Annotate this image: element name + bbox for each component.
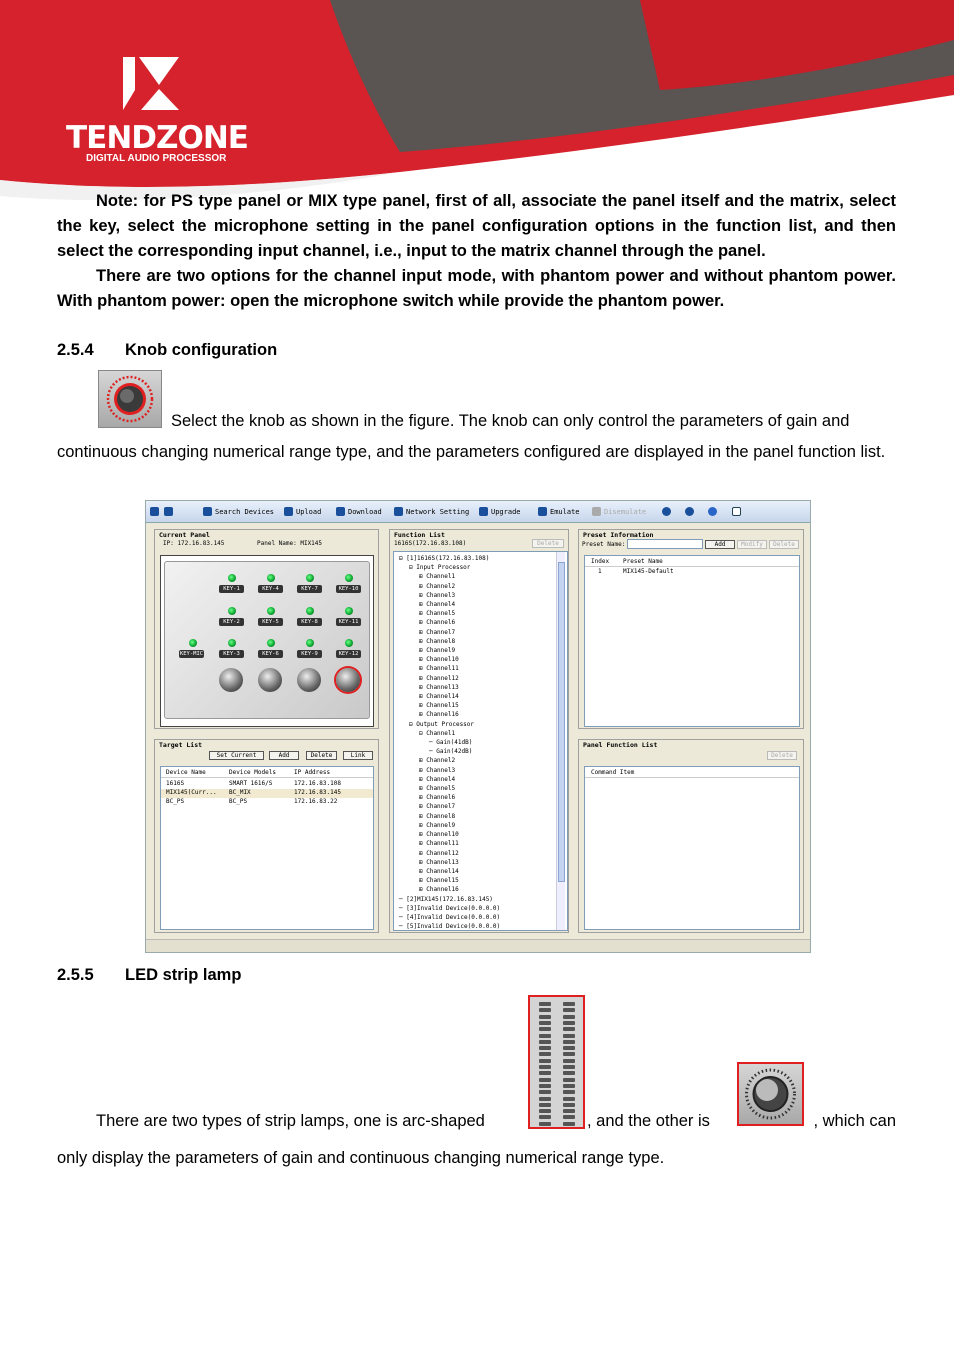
table-row[interactable]: BC_PS BC_PS 172.16.83.22: [166, 798, 338, 805]
command-table: [584, 766, 800, 930]
section-heading-knob: [57, 341, 277, 360]
current-panel-title: Current Panel: [159, 531, 210, 539]
led-segment: [539, 1090, 551, 1094]
led-segment: [539, 1084, 551, 1088]
key-button[interactable]: KEY-5: [258, 618, 283, 626]
led-segment: [563, 1071, 575, 1075]
led-segment: [539, 1109, 551, 1113]
tree-node[interactable]: ⊞ Channel10: [419, 831, 459, 839]
network-icon: [394, 507, 403, 516]
panel-knob[interactable]: [219, 668, 243, 692]
section-title: LED strip lamp: [125, 966, 242, 984]
led-paragraph-part-c: , which can: [813, 1112, 896, 1130]
led-segment: [563, 1109, 575, 1113]
toolbar-emulate[interactable]: Emulate: [538, 507, 580, 516]
toolbar: [146, 501, 810, 523]
led-segment: [539, 1002, 551, 1006]
led-segment: [539, 1027, 551, 1031]
led-segment: [539, 1046, 551, 1050]
note-paragraph: Note: for PS type panel or MIX type panel, first of all, associate the panel itself and the matrix, select the key, select the microphone setting in the panel configuration options in the function list, and then select the corresponding input channel, i.e., input to the matrix channel through the panel.: [57, 192, 896, 260]
toolbar-download[interactable]: Download: [336, 507, 382, 516]
tree-node[interactable]: ⊞ Channel11: [419, 665, 459, 673]
led-segment: [563, 1034, 575, 1038]
tree-node[interactable]: ⊞ Channel16: [419, 711, 459, 719]
panel-knob-selected[interactable]: [336, 668, 360, 692]
exit-icon[interactable]: [732, 507, 744, 516]
led-segment: [563, 1065, 575, 1069]
column-header: Device Name: [166, 769, 206, 776]
led-segment: [563, 1040, 575, 1044]
tree-node[interactable]: ⊞ Channel13: [419, 858, 459, 866]
tree-node[interactable]: ─ Gain(41dB): [429, 739, 473, 747]
cn-language-icon[interactable]: [662, 507, 674, 516]
tree-node[interactable]: ⊞ Channel10: [419, 656, 459, 664]
add-button[interactable]: Add: [269, 751, 299, 760]
open-folder-icon[interactable]: [150, 507, 162, 516]
toolbar-network-setting[interactable]: Network Setting: [394, 507, 469, 516]
tree-node[interactable]: ⊞ Channel6: [419, 794, 456, 802]
led-segment: [563, 1090, 575, 1094]
emulate-icon: [538, 507, 547, 516]
led-segment: [563, 1002, 575, 1006]
key-button[interactable]: KEY-10: [336, 585, 361, 593]
page-header: [0, 0, 954, 200]
tree-node[interactable]: ⊟ Input Processor: [409, 564, 471, 572]
function-tree: [393, 551, 568, 931]
tree-node[interactable]: ─ [4]Invalid Device(0.0.0.0): [399, 913, 501, 921]
tree-node[interactable]: ─ [2]MIX145(172.16.83.145): [399, 895, 493, 903]
tree-node[interactable]: ⊞ Channel8: [419, 812, 456, 820]
save-icon[interactable]: [164, 507, 176, 516]
led-segment: [539, 1078, 551, 1082]
function-list-title: Function List: [394, 531, 445, 539]
led-paragraph-part-d: only display the parameters of gain and continuous changing numerical range type.: [57, 1149, 665, 1167]
column-header: Command Item: [591, 769, 635, 776]
key-button[interactable]: KEY-9: [297, 650, 322, 658]
section-heading-led: [57, 966, 241, 985]
knob-icon: [98, 370, 162, 428]
tree-node[interactable]: ⊞ Channel6: [419, 619, 456, 627]
tree-node[interactable]: ⊞ Channel15: [419, 702, 459, 710]
search-icon: [203, 507, 212, 516]
current-panel-name: Panel Name: MIX145: [257, 540, 323, 547]
help-icon[interactable]: [708, 507, 720, 516]
tendzone-logo-icon: [121, 55, 181, 113]
brand-tagline: DIGITAL AUDIO PROCESSOR: [86, 153, 227, 164]
key-button[interactable]: KEY-6: [258, 650, 283, 658]
toolbar-disemulate[interactable]: Disemulate: [592, 507, 646, 516]
function-list-device: 1616S(172.16.83.108): [394, 540, 467, 547]
led-segment: [563, 1059, 575, 1063]
key-button[interactable]: KEY-2: [219, 618, 244, 626]
tree-node[interactable]: ⊟ [1]1616S(172.16.83.108): [399, 555, 490, 562]
preset-delete-button[interactable]: Delete: [769, 540, 799, 549]
brand-name: TENDZONE: [66, 120, 248, 156]
led-knob-lamp-icon: [737, 1062, 804, 1126]
led-segment: [539, 1040, 551, 1044]
table-row[interactable]: 1 MIX145-Default: [598, 568, 674, 575]
led-segment: [563, 1015, 575, 1019]
panel-knob[interactable]: [258, 668, 282, 692]
status-bar: [146, 939, 810, 953]
target-list-title: Target List: [159, 741, 203, 749]
panel-preview: [160, 555, 374, 727]
tree-node[interactable]: ─ Gain(42dB): [429, 748, 473, 756]
led-segment: [563, 1008, 575, 1012]
set-current-button[interactable]: Set Current: [209, 751, 264, 760]
tree-node[interactable]: ⊟ Output Processor: [409, 720, 475, 728]
led-paragraph-part-a: There are two types of strip lamps, one is arc-shaped: [96, 1112, 485, 1130]
preset-table: [584, 555, 800, 727]
led-segment: [563, 1021, 575, 1025]
led-segment: [563, 1103, 575, 1107]
tree-node[interactable]: ─ [3]Invalid Device(0.0.0.0): [399, 904, 501, 912]
tree-node[interactable]: ⊞ Channel8: [419, 637, 456, 645]
led-segment: [539, 1008, 551, 1012]
led-segment: [539, 1103, 551, 1107]
preset-name-input[interactable]: [627, 539, 703, 549]
led-segment: [563, 1078, 575, 1082]
tree-node[interactable]: ⊞ Channel14: [419, 693, 459, 701]
current-panel-ip: IP: 172.16.83.145: [163, 540, 225, 547]
led-segment: [563, 1115, 575, 1119]
preset-info-group: [578, 529, 804, 729]
tree-node[interactable]: ⊞ Channel16: [419, 886, 459, 894]
key-button[interactable]: KEY-11: [336, 618, 361, 626]
key-button[interactable]: KEY-8: [297, 618, 322, 626]
tree-node[interactable]: ⊞ Channel15: [419, 877, 459, 885]
panel-function-list-title: Panel Function List: [583, 741, 658, 749]
tree-node[interactable]: ⊟ Channel1: [419, 729, 456, 737]
led-strip-lamp-icon: [528, 995, 585, 1129]
led-segment: [539, 1065, 551, 1069]
section-number: 2.5.4: [57, 341, 94, 359]
key-button[interactable]: KEY-MIC: [179, 651, 204, 657]
key-button[interactable]: KEY-7: [297, 585, 322, 593]
key-button[interactable]: KEY-4: [258, 585, 283, 593]
key-button[interactable]: KEY-12: [336, 650, 361, 658]
led-segment: [539, 1059, 551, 1063]
current-panel-group: [154, 529, 379, 729]
knob-paragraph-first: Select the knob as shown in the figure. The knob can only control the parameters of gain and: [171, 412, 850, 430]
toolbar-upload[interactable]: Upload: [284, 507, 321, 516]
led-paragraph-part-b: , and the other is: [587, 1112, 710, 1130]
tree-node[interactable]: ⊞ Channel4: [419, 601, 456, 609]
toolbar-upgrade[interactable]: Upgrade: [479, 507, 521, 516]
tree-node[interactable]: ⊞ Channel4: [419, 775, 456, 783]
tree-node[interactable]: ─ [5]Invalid Device(0.0.0.0): [399, 923, 501, 931]
panel-function-delete-button[interactable]: Delete: [767, 751, 797, 760]
column-header: Device Models: [229, 769, 276, 776]
disemulate-icon: [592, 507, 601, 516]
tree-node[interactable]: ⊞ Channel2: [419, 582, 456, 590]
key-button[interactable]: KEY-3: [219, 650, 244, 658]
column-header: Preset Name: [623, 558, 663, 565]
software-screenshot: [145, 500, 811, 953]
target-list-group: [154, 739, 379, 933]
tree-node[interactable]: ⊞ Channel9: [419, 647, 456, 655]
led-segment: [539, 1122, 551, 1126]
table-row[interactable]: MIX145(Curr... BC_MIX 172.16.83.145: [161, 789, 373, 798]
panel-knob[interactable]: [297, 668, 321, 692]
section-number: 2.5.5: [57, 966, 94, 984]
tree-view: [399, 554, 500, 931]
table-row[interactable]: 1616S SMART 1616/S 172.16.83.108: [166, 780, 341, 787]
column-header: IP Address: [294, 769, 331, 776]
tree-node[interactable]: ⊞ Channel5: [419, 785, 456, 793]
column-header: Index: [591, 558, 610, 565]
preset-info-title: Preset Information: [583, 531, 654, 539]
link-button[interactable]: Link: [343, 751, 373, 760]
tree-scrollbar[interactable]: [556, 552, 565, 930]
function-delete-button[interactable]: Delete: [532, 539, 564, 548]
upload-icon: [284, 507, 293, 516]
tree-node[interactable]: ⊞ Channel3: [419, 591, 456, 599]
en-language-icon[interactable]: [685, 507, 697, 516]
led-segment: [563, 1097, 575, 1101]
toolbar-search-devices[interactable]: Search Devices: [203, 507, 274, 516]
delete-button[interactable]: Delete: [306, 751, 337, 760]
tree-node[interactable]: ⊞ Channel14: [419, 867, 459, 875]
tree-node[interactable]: ⊞ Channel7: [419, 803, 456, 811]
tree-node[interactable]: ⊞ Channel9: [419, 821, 456, 829]
download-icon: [336, 507, 345, 516]
led-segment: [563, 1084, 575, 1088]
tree-node[interactable]: ⊞ Channel3: [419, 766, 456, 774]
panel-function-list-group: [578, 739, 804, 933]
tree-node[interactable]: ⊞ Channel2: [419, 757, 456, 765]
tree-node[interactable]: ⊞ Channel1: [419, 573, 456, 581]
preset-name-label: Preset Name:: [582, 541, 626, 548]
led-segment: [539, 1097, 551, 1101]
function-list-group: [389, 529, 569, 933]
upgrade-icon: [479, 507, 488, 516]
tree-node[interactable]: ⊞ Channel11: [419, 840, 459, 848]
target-table: [160, 766, 374, 930]
tree-node[interactable]: ⊞ Channel13: [419, 683, 459, 691]
led-segment: [539, 1015, 551, 1019]
led-segment: [563, 1052, 575, 1056]
preset-add-button[interactable]: Add: [705, 540, 735, 549]
knob-paragraph-rest: continuous changing numerical range type, and the parameters configured are displayed in the panel function list.: [57, 443, 886, 461]
preset-modify-button[interactable]: Modify: [737, 540, 767, 549]
led-segment: [539, 1021, 551, 1025]
tree-node[interactable]: ⊞ Channel12: [419, 674, 459, 682]
led-segment: [539, 1034, 551, 1038]
tree-node[interactable]: ⊞ Channel5: [419, 610, 456, 618]
led-segment: [563, 1027, 575, 1031]
tree-node[interactable]: ⊞ Channel7: [419, 628, 456, 636]
tree-node[interactable]: ⊞ Channel12: [419, 849, 459, 857]
led-segment: [539, 1115, 551, 1119]
led-segment: [563, 1122, 575, 1126]
led-segment: [539, 1052, 551, 1056]
led-segment: [563, 1046, 575, 1050]
key-button[interactable]: KEY-1: [219, 585, 244, 593]
phantom-paragraph: There are two options for the channel input mode, with phantom power and without phantom power. With phantom power: open the microphone switch while provide the phantom power.: [57, 267, 896, 310]
section-title: Knob configuration: [125, 341, 278, 359]
led-segment: [539, 1071, 551, 1075]
